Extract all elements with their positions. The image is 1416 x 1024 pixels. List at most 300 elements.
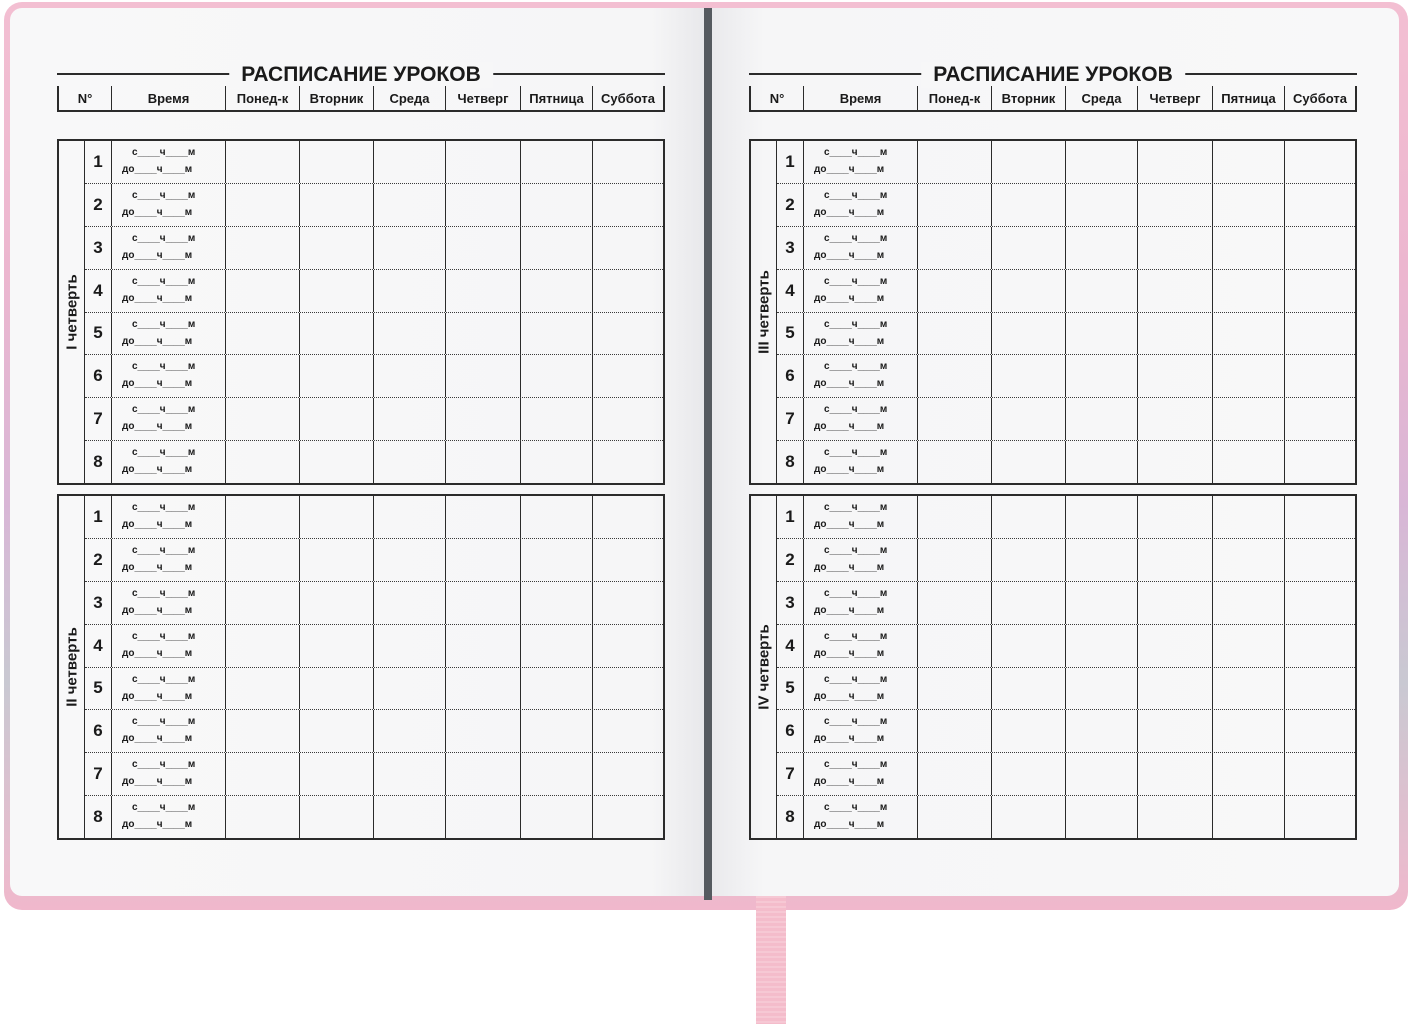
time-from: с____ч____м — [824, 361, 888, 373]
cell-thursday[interactable] — [1137, 625, 1212, 667]
lesson-time-field[interactable] — [111, 668, 225, 710]
cell-friday[interactable] — [520, 398, 592, 440]
cell-tuesday[interactable] — [299, 355, 373, 397]
cell-tuesday[interactable] — [991, 582, 1065, 624]
cell-tuesday[interactable] — [299, 141, 373, 183]
lesson-time-field[interactable] — [111, 441, 225, 483]
cell-tuesday[interactable] — [299, 625, 373, 667]
cell-thursday[interactable] — [445, 582, 520, 624]
cell-thursday[interactable] — [445, 496, 520, 538]
cell-saturday[interactable] — [1284, 227, 1355, 269]
cell-tuesday[interactable] — [299, 398, 373, 440]
header-tuesday: Вторник — [299, 86, 373, 110]
cell-tuesday[interactable] — [299, 796, 373, 838]
cell-thursday[interactable] — [445, 313, 520, 355]
cell-thursday[interactable] — [445, 270, 520, 312]
cell-saturday[interactable] — [1284, 313, 1355, 355]
cell-monday[interactable] — [917, 441, 991, 483]
cell-saturday[interactable] — [592, 753, 663, 795]
lesson-row — [777, 269, 1355, 312]
lesson-time-field[interactable] — [111, 227, 225, 269]
cell-monday[interactable] — [225, 539, 299, 581]
cell-friday[interactable] — [1212, 441, 1284, 483]
cell-saturday[interactable] — [1284, 625, 1355, 667]
lesson-time-field[interactable] — [803, 141, 917, 183]
cell-thursday[interactable] — [445, 668, 520, 710]
cell-friday[interactable] — [1212, 355, 1284, 397]
cell-wednesday[interactable] — [373, 625, 445, 667]
lesson-rows — [85, 496, 663, 838]
lesson-row — [777, 141, 1355, 183]
cell-friday[interactable] — [520, 141, 592, 183]
cell-wednesday[interactable] — [373, 668, 445, 710]
cell-thursday[interactable] — [445, 441, 520, 483]
cell-monday[interactable] — [917, 141, 991, 183]
time-from: с____ч____м — [132, 361, 196, 373]
header-friday: Пятница — [1212, 86, 1284, 110]
cell-wednesday[interactable] — [373, 796, 445, 838]
time-to: до____ч____м — [122, 335, 193, 347]
cell-thursday[interactable] — [1137, 582, 1212, 624]
schedule-right — [749, 62, 1357, 112]
lesson-number: 3 — [785, 592, 795, 612]
cell-monday[interactable] — [917, 753, 991, 795]
time-to: до____ч____м — [122, 819, 193, 831]
cell-wednesday[interactable] — [1065, 313, 1137, 355]
quarter-block — [57, 494, 665, 840]
lesson-number: 4 — [785, 635, 795, 655]
cell-monday[interactable] — [225, 141, 299, 183]
cell-friday[interactable] — [520, 496, 592, 538]
cell-friday[interactable] — [1212, 625, 1284, 667]
cell-wednesday[interactable] — [373, 398, 445, 440]
lesson-time-field[interactable] — [803, 313, 917, 355]
cell-saturday[interactable] — [1284, 141, 1355, 183]
cell-tuesday[interactable] — [299, 313, 373, 355]
cell-thursday[interactable] — [445, 227, 520, 269]
lesson-time-field[interactable] — [803, 441, 917, 483]
cell-monday[interactable] — [917, 710, 991, 752]
time-from: с____ч____м — [132, 232, 196, 244]
cell-tuesday[interactable] — [299, 441, 373, 483]
cell-thursday[interactable] — [445, 184, 520, 226]
cell-tuesday[interactable] — [991, 227, 1065, 269]
header-saturday: Суббота — [1284, 86, 1355, 110]
cell-saturday[interactable] — [592, 668, 663, 710]
lesson-time-field[interactable] — [803, 496, 917, 538]
time-from: с____ч____м — [132, 447, 196, 459]
header-saturday: Суббота — [592, 86, 663, 110]
cell-monday[interactable] — [225, 668, 299, 710]
cell-monday[interactable] — [225, 796, 299, 838]
cell-wednesday[interactable] — [1065, 398, 1137, 440]
cell-wednesday[interactable] — [373, 539, 445, 581]
cell-saturday[interactable] — [592, 441, 663, 483]
cell-saturday[interactable] — [592, 582, 663, 624]
cell-thursday[interactable] — [1137, 313, 1212, 355]
cell-tuesday[interactable] — [299, 227, 373, 269]
cell-friday[interactable] — [1212, 668, 1284, 710]
cell-wednesday[interactable] — [1065, 582, 1137, 624]
cell-saturday[interactable] — [592, 270, 663, 312]
cell-wednesday[interactable] — [373, 227, 445, 269]
cell-wednesday[interactable] — [373, 313, 445, 355]
cell-saturday[interactable] — [1284, 668, 1355, 710]
time-from: с____ч____м — [132, 318, 196, 330]
cell-saturday[interactable] — [592, 539, 663, 581]
cell-thursday[interactable] — [1137, 141, 1212, 183]
cell-wednesday[interactable] — [1065, 355, 1137, 397]
cell-saturday[interactable] — [592, 398, 663, 440]
cell-monday[interactable] — [225, 441, 299, 483]
time-from: с____ч____м — [824, 147, 888, 158]
lesson-time-field[interactable] — [803, 625, 917, 667]
cell-tuesday[interactable] — [299, 270, 373, 312]
lesson-time-field[interactable] — [803, 355, 917, 397]
cell-saturday[interactable] — [592, 496, 663, 538]
lesson-time-field[interactable] — [111, 625, 225, 667]
lesson-time-field[interactable] — [803, 753, 917, 795]
lesson-time-field[interactable] — [111, 710, 225, 752]
bookmark-ribbon[interactable] — [756, 896, 786, 1024]
cell-tuesday[interactable] — [299, 496, 373, 538]
time-from: с____ч____м — [824, 759, 888, 771]
cell-tuesday[interactable] — [991, 753, 1065, 795]
lesson-time-field[interactable] — [111, 539, 225, 581]
cell-friday[interactable] — [1212, 496, 1284, 538]
cell-thursday[interactable] — [1137, 668, 1212, 710]
cell-wednesday[interactable] — [373, 753, 445, 795]
lesson-number: 4 — [785, 280, 795, 300]
quarter-label — [59, 141, 85, 483]
cell-tuesday[interactable] — [299, 184, 373, 226]
lesson-row — [777, 581, 1355, 624]
cell-thursday[interactable] — [1137, 796, 1212, 838]
cell-monday[interactable] — [225, 582, 299, 624]
cell-friday[interactable] — [520, 184, 592, 226]
cell-saturday[interactable] — [592, 625, 663, 667]
cell-friday[interactable] — [520, 582, 592, 624]
lesson-number: 7 — [785, 409, 795, 429]
cell-wednesday[interactable] — [373, 141, 445, 183]
cell-friday[interactable] — [1212, 141, 1284, 183]
cell-saturday[interactable] — [592, 227, 663, 269]
cell-friday[interactable] — [520, 441, 592, 483]
lesson-number: 3 — [93, 592, 103, 612]
time-to: до____ч____м — [814, 464, 885, 476]
cell-tuesday[interactable] — [299, 710, 373, 752]
time-from: с____ч____м — [824, 587, 888, 599]
cell-monday[interactable] — [225, 625, 299, 667]
cell-monday[interactable] — [225, 313, 299, 355]
cell-wednesday[interactable] — [373, 441, 445, 483]
cell-thursday[interactable] — [445, 753, 520, 795]
lesson-time-field[interactable] — [803, 796, 917, 838]
cell-monday[interactable] — [917, 668, 991, 710]
time-from: с____ч____м — [824, 716, 888, 728]
lesson-number: 7 — [93, 764, 103, 784]
lesson-time-field[interactable] — [111, 582, 225, 624]
time-to: до____ч____м — [122, 292, 193, 304]
cell-wednesday[interactable] — [1065, 753, 1137, 795]
header-number: N° — [769, 90, 785, 106]
cell-wednesday[interactable] — [1065, 441, 1137, 483]
quarter-block — [749, 139, 1357, 485]
cell-friday[interactable] — [1212, 270, 1284, 312]
time-from: с____ч____м — [824, 544, 888, 556]
lesson-rows — [777, 141, 1355, 483]
time-to: до____ч____м — [814, 421, 885, 433]
cell-thursday[interactable] — [445, 796, 520, 838]
cell-friday[interactable] — [520, 796, 592, 838]
cell-saturday[interactable] — [1284, 796, 1355, 838]
cell-wednesday[interactable] — [1065, 496, 1137, 538]
cell-thursday[interactable] — [1137, 355, 1212, 397]
cell-wednesday[interactable] — [373, 710, 445, 752]
lesson-number: 6 — [93, 366, 103, 386]
cell-wednesday[interactable] — [1065, 539, 1137, 581]
cell-monday[interactable] — [917, 582, 991, 624]
cell-monday[interactable] — [225, 270, 299, 312]
cell-thursday[interactable] — [1137, 753, 1212, 795]
cell-saturday[interactable] — [1284, 184, 1355, 226]
cell-thursday[interactable] — [445, 398, 520, 440]
lesson-number: 2 — [93, 549, 103, 569]
cell-friday[interactable] — [1212, 582, 1284, 624]
cell-saturday[interactable] — [592, 141, 663, 183]
time-to: до____ч____м — [814, 776, 885, 788]
cell-friday[interactable] — [520, 668, 592, 710]
cell-saturday[interactable] — [592, 710, 663, 752]
cell-thursday[interactable] — [1137, 710, 1212, 752]
cell-wednesday[interactable] — [1065, 796, 1137, 838]
cell-tuesday[interactable] — [299, 668, 373, 710]
cell-saturday[interactable] — [592, 796, 663, 838]
lesson-number: 6 — [93, 721, 103, 741]
cell-friday[interactable] — [1212, 184, 1284, 226]
cell-monday[interactable] — [225, 227, 299, 269]
lesson-row — [85, 312, 663, 355]
cell-monday[interactable] — [917, 313, 991, 355]
cell-saturday[interactable] — [1284, 270, 1355, 312]
cell-tuesday[interactable] — [299, 582, 373, 624]
lesson-time-field[interactable] — [803, 398, 917, 440]
cell-wednesday[interactable] — [373, 582, 445, 624]
lesson-time-field[interactable] — [803, 539, 917, 581]
cell-tuesday[interactable] — [991, 496, 1065, 538]
cell-tuesday[interactable] — [299, 539, 373, 581]
cell-wednesday[interactable] — [1065, 625, 1137, 667]
schedule-left — [57, 62, 665, 112]
lesson-number: 1 — [93, 506, 103, 526]
lesson-number: 3 — [93, 237, 103, 257]
cell-wednesday[interactable] — [373, 184, 445, 226]
lesson-row — [85, 581, 663, 624]
cell-saturday[interactable] — [1284, 539, 1355, 581]
time-to: до____ч____м — [122, 604, 193, 616]
cell-friday[interactable] — [1212, 710, 1284, 752]
lesson-number: 5 — [93, 323, 103, 343]
quarter-label-text: III четверть — [755, 270, 772, 354]
lesson-time-field[interactable] — [803, 184, 917, 226]
cell-thursday[interactable] — [445, 625, 520, 667]
quarter-label — [751, 141, 777, 483]
cell-tuesday[interactable] — [991, 625, 1065, 667]
time-to: до____ч____м — [814, 604, 885, 616]
cell-wednesday[interactable] — [1065, 668, 1137, 710]
cell-wednesday[interactable] — [1065, 710, 1137, 752]
cell-monday[interactable] — [917, 270, 991, 312]
cell-friday[interactable] — [520, 355, 592, 397]
cell-wednesday[interactable] — [373, 355, 445, 397]
lesson-row — [85, 795, 663, 838]
lesson-time-field[interactable] — [111, 753, 225, 795]
lesson-time-field[interactable] — [111, 398, 225, 440]
lesson-number: 6 — [785, 366, 795, 386]
cell-saturday[interactable] — [1284, 582, 1355, 624]
cell-saturday[interactable] — [1284, 441, 1355, 483]
cell-tuesday[interactable] — [299, 753, 373, 795]
schedule-title: РАСПИСАНИЕ УРОКОВ — [229, 62, 493, 88]
lesson-time-field[interactable] — [803, 710, 917, 752]
time-to: до____ч____м — [814, 733, 885, 745]
cell-saturday[interactable] — [592, 313, 663, 355]
time-from: с____ч____м — [132, 189, 196, 201]
cell-monday[interactable] — [225, 710, 299, 752]
cell-thursday[interactable] — [1137, 539, 1212, 581]
cell-monday[interactable] — [917, 539, 991, 581]
cell-friday[interactable] — [1212, 313, 1284, 355]
cell-wednesday[interactable] — [1065, 227, 1137, 269]
cell-friday[interactable] — [520, 227, 592, 269]
cell-friday[interactable] — [1212, 398, 1284, 440]
lesson-time-field[interactable] — [111, 184, 225, 226]
lesson-time-field[interactable] — [111, 355, 225, 397]
cell-tuesday[interactable] — [991, 270, 1065, 312]
cell-saturday[interactable] — [1284, 398, 1355, 440]
cell-monday[interactable] — [917, 227, 991, 269]
cell-monday[interactable] — [917, 355, 991, 397]
cell-saturday[interactable] — [1284, 496, 1355, 538]
lesson-row — [777, 312, 1355, 355]
cell-tuesday[interactable] — [991, 539, 1065, 581]
cell-tuesday[interactable] — [991, 313, 1065, 355]
cell-friday[interactable] — [520, 270, 592, 312]
cell-friday[interactable] — [520, 539, 592, 581]
lesson-number: 1 — [785, 506, 795, 526]
lesson-time-field[interactable] — [803, 270, 917, 312]
cell-monday[interactable] — [917, 398, 991, 440]
cell-thursday[interactable] — [445, 355, 520, 397]
cell-tuesday[interactable] — [991, 184, 1065, 226]
cell-thursday[interactable] — [445, 539, 520, 581]
cell-monday[interactable] — [225, 753, 299, 795]
lesson-time-field[interactable] — [111, 496, 225, 538]
lesson-time-field[interactable] — [111, 141, 225, 183]
lesson-number: 4 — [93, 280, 103, 300]
cell-tuesday[interactable] — [991, 441, 1065, 483]
cell-wednesday[interactable] — [1065, 184, 1137, 226]
cell-thursday[interactable] — [1137, 227, 1212, 269]
cell-friday[interactable] — [1212, 539, 1284, 581]
time-from: с____ч____м — [824, 404, 888, 416]
lesson-row — [85, 226, 663, 269]
cell-wednesday[interactable] — [373, 270, 445, 312]
cell-tuesday[interactable] — [991, 710, 1065, 752]
lesson-row — [777, 752, 1355, 795]
cell-thursday[interactable] — [1137, 441, 1212, 483]
cell-friday[interactable] — [1212, 227, 1284, 269]
lesson-time-field[interactable] — [111, 270, 225, 312]
time-from: с____ч____м — [132, 802, 196, 814]
cell-friday[interactable] — [1212, 796, 1284, 838]
cell-friday[interactable] — [520, 753, 592, 795]
lesson-time-field[interactable] — [803, 582, 917, 624]
cell-saturday[interactable] — [592, 355, 663, 397]
cell-wednesday[interactable] — [373, 496, 445, 538]
cell-thursday[interactable] — [1137, 270, 1212, 312]
cell-monday[interactable] — [917, 625, 991, 667]
cell-wednesday[interactable] — [1065, 270, 1137, 312]
cell-friday[interactable] — [520, 313, 592, 355]
cell-saturday[interactable] — [1284, 355, 1355, 397]
cell-monday[interactable] — [917, 796, 991, 838]
cell-saturday[interactable] — [1284, 753, 1355, 795]
quarter-block — [749, 494, 1357, 840]
cell-monday[interactable] — [225, 184, 299, 226]
cell-tuesday[interactable] — [991, 796, 1065, 838]
cell-tuesday[interactable] — [991, 668, 1065, 710]
cell-wednesday[interactable] — [1065, 141, 1137, 183]
lesson-number: 1 — [785, 151, 795, 171]
time-from: с____ч____м — [132, 544, 196, 556]
time-from: с____ч____м — [824, 630, 888, 642]
cell-thursday[interactable] — [1137, 398, 1212, 440]
header-time: Время — [111, 86, 225, 110]
lesson-row — [85, 183, 663, 226]
lesson-number: 2 — [785, 194, 795, 214]
lesson-row — [85, 397, 663, 440]
cell-friday[interactable] — [1212, 753, 1284, 795]
cell-monday[interactable] — [917, 496, 991, 538]
lesson-time-field[interactable] — [111, 796, 225, 838]
lesson-time-field[interactable] — [111, 313, 225, 355]
cell-friday[interactable] — [520, 710, 592, 752]
time-to: до____ч____м — [122, 421, 193, 433]
cell-tuesday[interactable] — [991, 355, 1065, 397]
cell-friday[interactable] — [520, 625, 592, 667]
cell-tuesday[interactable] — [991, 141, 1065, 183]
cell-saturday[interactable] — [1284, 710, 1355, 752]
lesson-time-field[interactable] — [803, 227, 917, 269]
cell-monday[interactable] — [225, 398, 299, 440]
time-from: с____ч____м — [824, 802, 888, 814]
cell-monday[interactable] — [917, 184, 991, 226]
cell-thursday[interactable] — [1137, 496, 1212, 538]
cell-tuesday[interactable] — [991, 398, 1065, 440]
lesson-row — [85, 538, 663, 581]
cell-saturday[interactable] — [592, 184, 663, 226]
lesson-row — [85, 709, 663, 752]
cell-monday[interactable] — [225, 355, 299, 397]
header-time: Время — [803, 86, 917, 110]
lesson-number: 5 — [93, 678, 103, 698]
cell-thursday[interactable] — [445, 141, 520, 183]
cell-thursday[interactable] — [1137, 184, 1212, 226]
lesson-time-field[interactable] — [803, 668, 917, 710]
cell-monday[interactable] — [225, 496, 299, 538]
cell-thursday[interactable] — [445, 710, 520, 752]
